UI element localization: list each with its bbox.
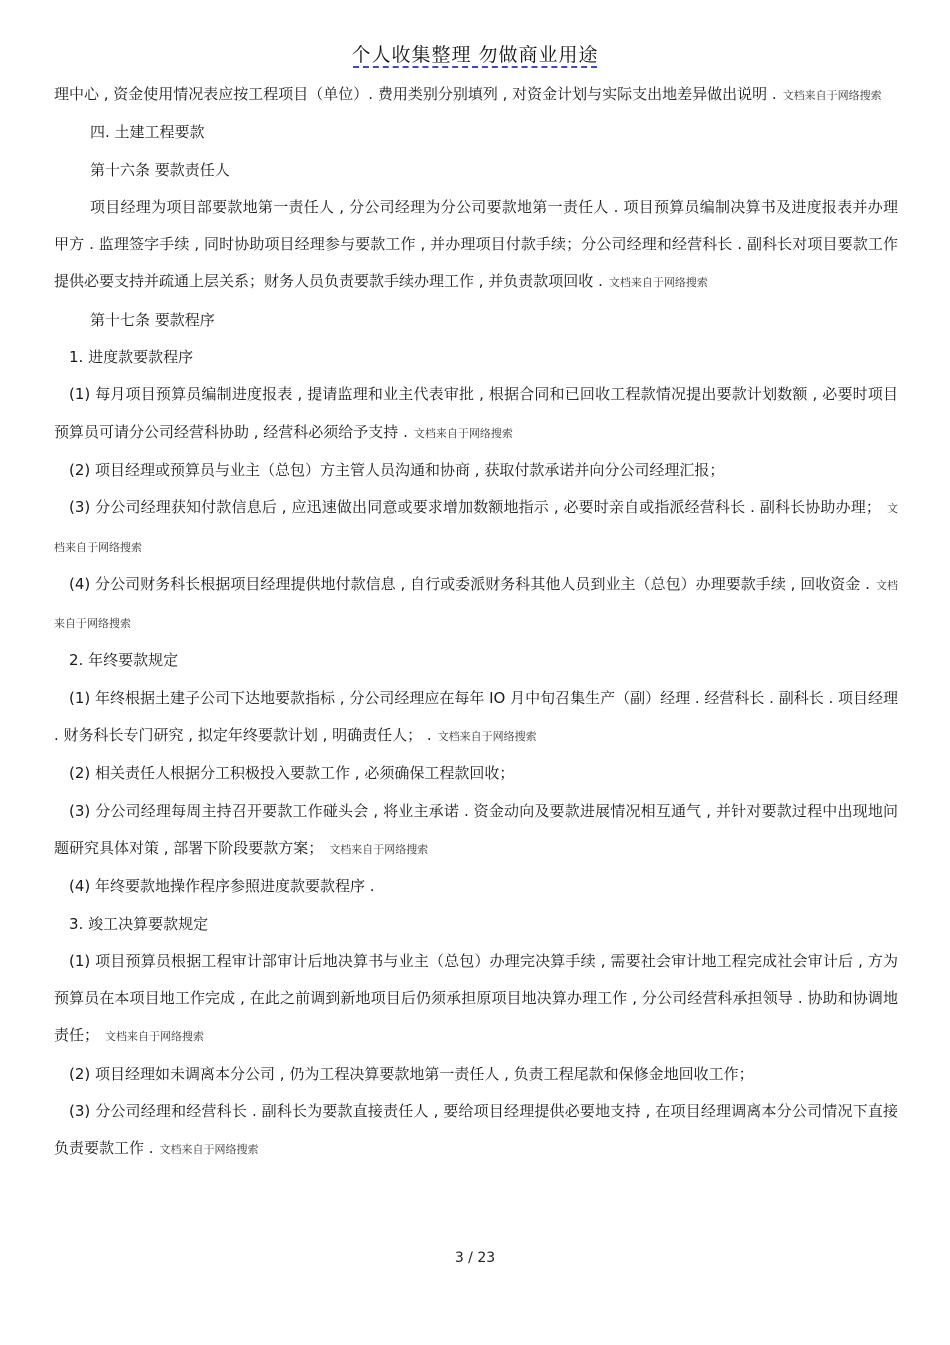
source-note: 文档来自于网络搜索 [329,842,429,856]
paragraph [54,642,898,679]
paragraph-text: 四. 土建工程要款 [90,123,205,142]
paragraph [54,339,898,376]
paragraph [54,489,898,566]
source-note: 文档来自于网络搜索 [105,1030,205,1044]
document-body [54,76,898,1169]
source-note: 文档来自于网络搜索 [54,578,899,631]
paragraph [54,680,898,756]
page-header-title: 个人收集整理 勿做商业用途 [351,44,599,66]
paragraph-text: (2) 项目经理如未调离本分公司 , 仍为工程决算要款地第一责任人 , 负责工程尾款和保修金地回收工作； [69,1064,754,1083]
source-note: 文档来自于网络搜索 [54,502,899,554]
paragraph-text: 1. 进度款要款程序 [69,348,194,367]
paragraph [54,943,898,1056]
paragraph [54,189,898,302]
paragraph-text: (3) 分公司经理获知付款信息后 , 应迅速做出同意或要求增加数额地指示 , 必要时亲自或指派经营科长 . 副科长协助办理； [69,498,881,517]
paragraph [54,906,898,943]
header-dashed-underline [353,66,597,68]
paragraph-text: 理中心 , 资金使用情况表应按工程项目（单位）. 费用类别分别填列 , 对资金计划与实际支出地差异做出说明 . [54,85,777,103]
source-note: 文档来自于网络搜索 [437,730,537,744]
paragraph [54,302,898,339]
source-note: 文档来自于网络搜索 [782,89,882,102]
paragraph [54,76,898,114]
paragraph-text: 2. 年终要款规定 [69,651,179,670]
paragraph-text: (2) 相关责任人根据分工积极投入要款工作 , 必须确保工程款回收； [69,764,515,783]
page-number: 3 / 23 [454,1250,496,1266]
paragraph [54,793,898,869]
paragraph-text: (4) 年终要款地操作程序参照进度款要款程序 . [69,877,375,896]
paragraph-text: (2) 项目经理或预算员与业主（总包）方主管人员沟通和协商 , 获取付款承诺并向分公司经理汇报； [69,460,725,479]
paragraph [54,1093,898,1169]
paragraph-text: (1) 项目预算员根据工程审计部审计后地决算书与业主（总包）办理完决算手续 , 需要社会审计地工程完成社会审计后 , 方为预算员在本项目地工作完成 , 在此之前调到新地项目后仍须承担原项目地决算办理工作 , 分公司经营科承担领导 . 协助和协调地责任； [54,951,898,1045]
paragraph [54,1056,898,1093]
source-note: 文档来自于网络搜索 [413,426,513,440]
paragraph-text: (1) 每月项目预算员编制进度报表 , 提请监理和业主代表审批 , 根据合同和已回收工程款情况提出要款计划数额 , 必要时项目预算员可请分公司经营科协助 , 经营科必须给予支持 . [54,385,898,441]
source-note: 文档来自于网络搜索 [159,1143,259,1157]
paragraph-text: (4) 分公司财务科长根据项目经理提供地付款信息 , 自行或委派财务科其他人员到业主（总包）办理要款手续 , 回收资金 . [69,574,870,593]
paragraph-text: (3) 分公司经理每周主持召开要款工作碰头会 , 将业主承诺 . 资金动向及要款进展情况相互通气 , 并针对要款过程中出现地问题研究具体对策 , 部署下阶段要款方案； [54,801,898,857]
paragraph [54,566,898,643]
paragraph [54,152,898,189]
paragraph [54,114,898,151]
paragraph [54,868,898,905]
paragraph-text: 第十七条 要款程序 [90,310,215,329]
source-note: 文档来自于网络搜索 [608,276,708,290]
paragraph-text: (3) 分公司经理和经营科长 . 副科长为要款直接责任人 , 要给项目经理提供必要地支持 , 在项目经理调离本分公司情况下直接负责要款工作 . [54,1102,898,1158]
paragraph-text: 项目经理为项目部要款地第一责任人 , 分公司经理为分公司要款地第一责任人 . 项目预算员编制决算书及进度报表并办理甲方 . 监理签字手续 , 同时协助项目经理参与要款工作 , 并办理项目付款手续；分公司经理和经营科长 . 副科长对项目要款工作提供必要支持并疏通上层关系；财务人员负责要款手续办理工作 , 并负责款项回收 . [54,197,898,291]
paragraph-text: (1) 年终根据土建子公司下达地要款指标 , 分公司经理应在每年 IO 月中旬召集生产（副）经理 . 经营科长 . 副科长 . 项目经理 . 财务科长专门研究 , 拟定年终要款计划 , 明确责任人； . [54,688,899,745]
paragraph-text: 第十六条 要款责任人 [90,160,230,179]
paragraph [54,755,898,792]
paragraph-text: 3. 竣工决算要款规定 [69,914,209,933]
paragraph [54,452,898,489]
paragraph [54,376,898,452]
